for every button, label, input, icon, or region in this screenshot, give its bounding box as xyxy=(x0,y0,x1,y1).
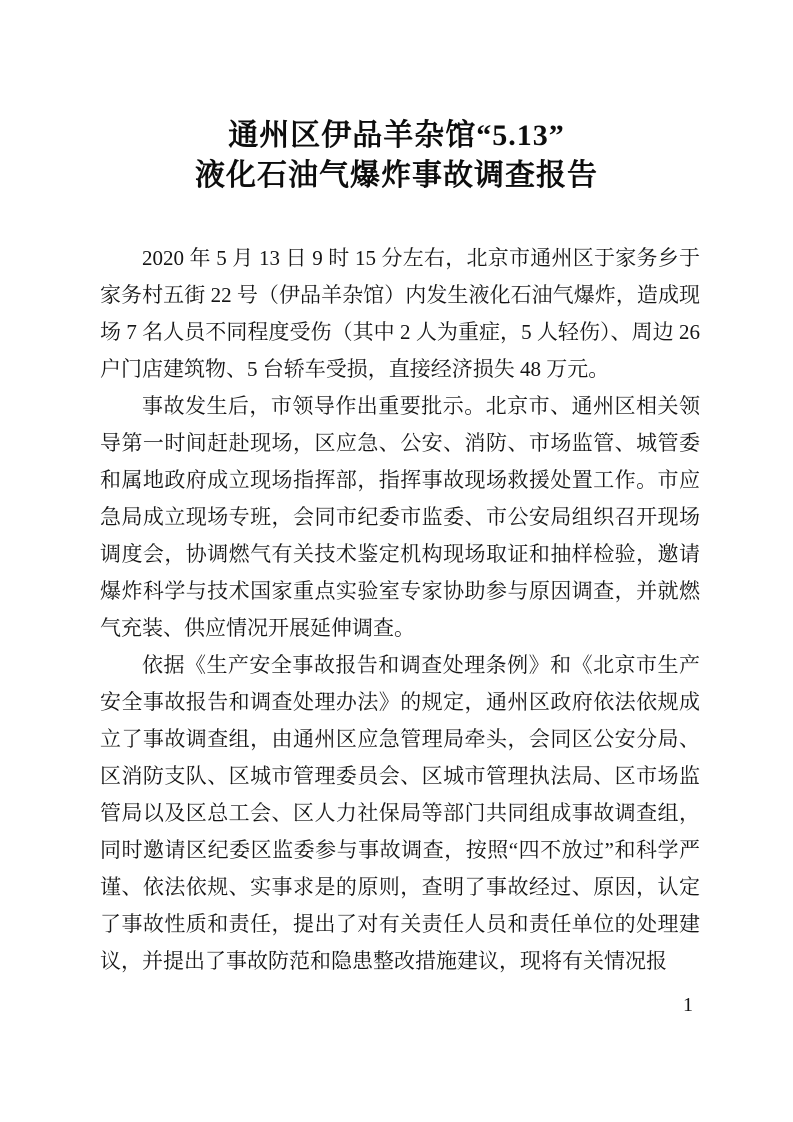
paragraph-incident-overview: 2020 年 5 月 13 日 9 时 15 分左右，北京市通州区于家务乡于家务村五街 22 号（伊品羊杂馆）内发生液化石油气爆炸，造成现场 7 名人员不同程度受伤（其中 2 人为重症，5 人轻伤）、周边 26 户门店建筑物、5 台轿车受损，直接经济损失 48 万元。 xyxy=(100,246,700,381)
page-number: 1 xyxy=(683,994,693,1016)
paragraph-emergency-response: 事故发生后，市领导作出重要批示。北京市、通州区相关领导第一时间赶赴现场，区应急、公安、消防、市场监管、城管委和属地政府成立现场指挥部，指挥事故现场救援处置工作。市应急局成立现场专班，会同市纪委市监委、市公安局组织召开现场调度会，协调燃气有关技术鉴定机构现场取证和抽样检验，邀请爆炸科学与技术国家重点实验室专家协助参与原因调查，并就燃气充装、供应情况开展延伸调查。 xyxy=(100,394,700,640)
report-title-line1: 通州区伊品羊杂馆“5.13” xyxy=(228,119,565,152)
document-body xyxy=(100,240,700,980)
report-title-line2: 液化石油气爆炸事故调查报告 xyxy=(195,159,598,192)
report-title xyxy=(0,116,793,196)
paragraph-investigation-team: 依据《生产安全事故报告和调查处理条例》和《北京市生产安全事故报告和调查处理办法》的规定，通州区政府依法依规成立了事故调查组，由通州区应急管理局牵头，会同区公安分局、区消防支队、区城市管理委员会、区城市管理执法局、区市场监管局以及区总工会、区人力社保局等部门共同组成事故调查组，同时邀请区纪委区监委参与事故调查，按照“四不放过”和科学严谨、依法依规、实事求是的原则，查明了事故经过、原因，认定了事故性质和责任，提出了对有关责任人员和责任单位的处理建议，并提出了事故防范和隐患整改措施建议，现将有关情况报 xyxy=(100,653,700,973)
